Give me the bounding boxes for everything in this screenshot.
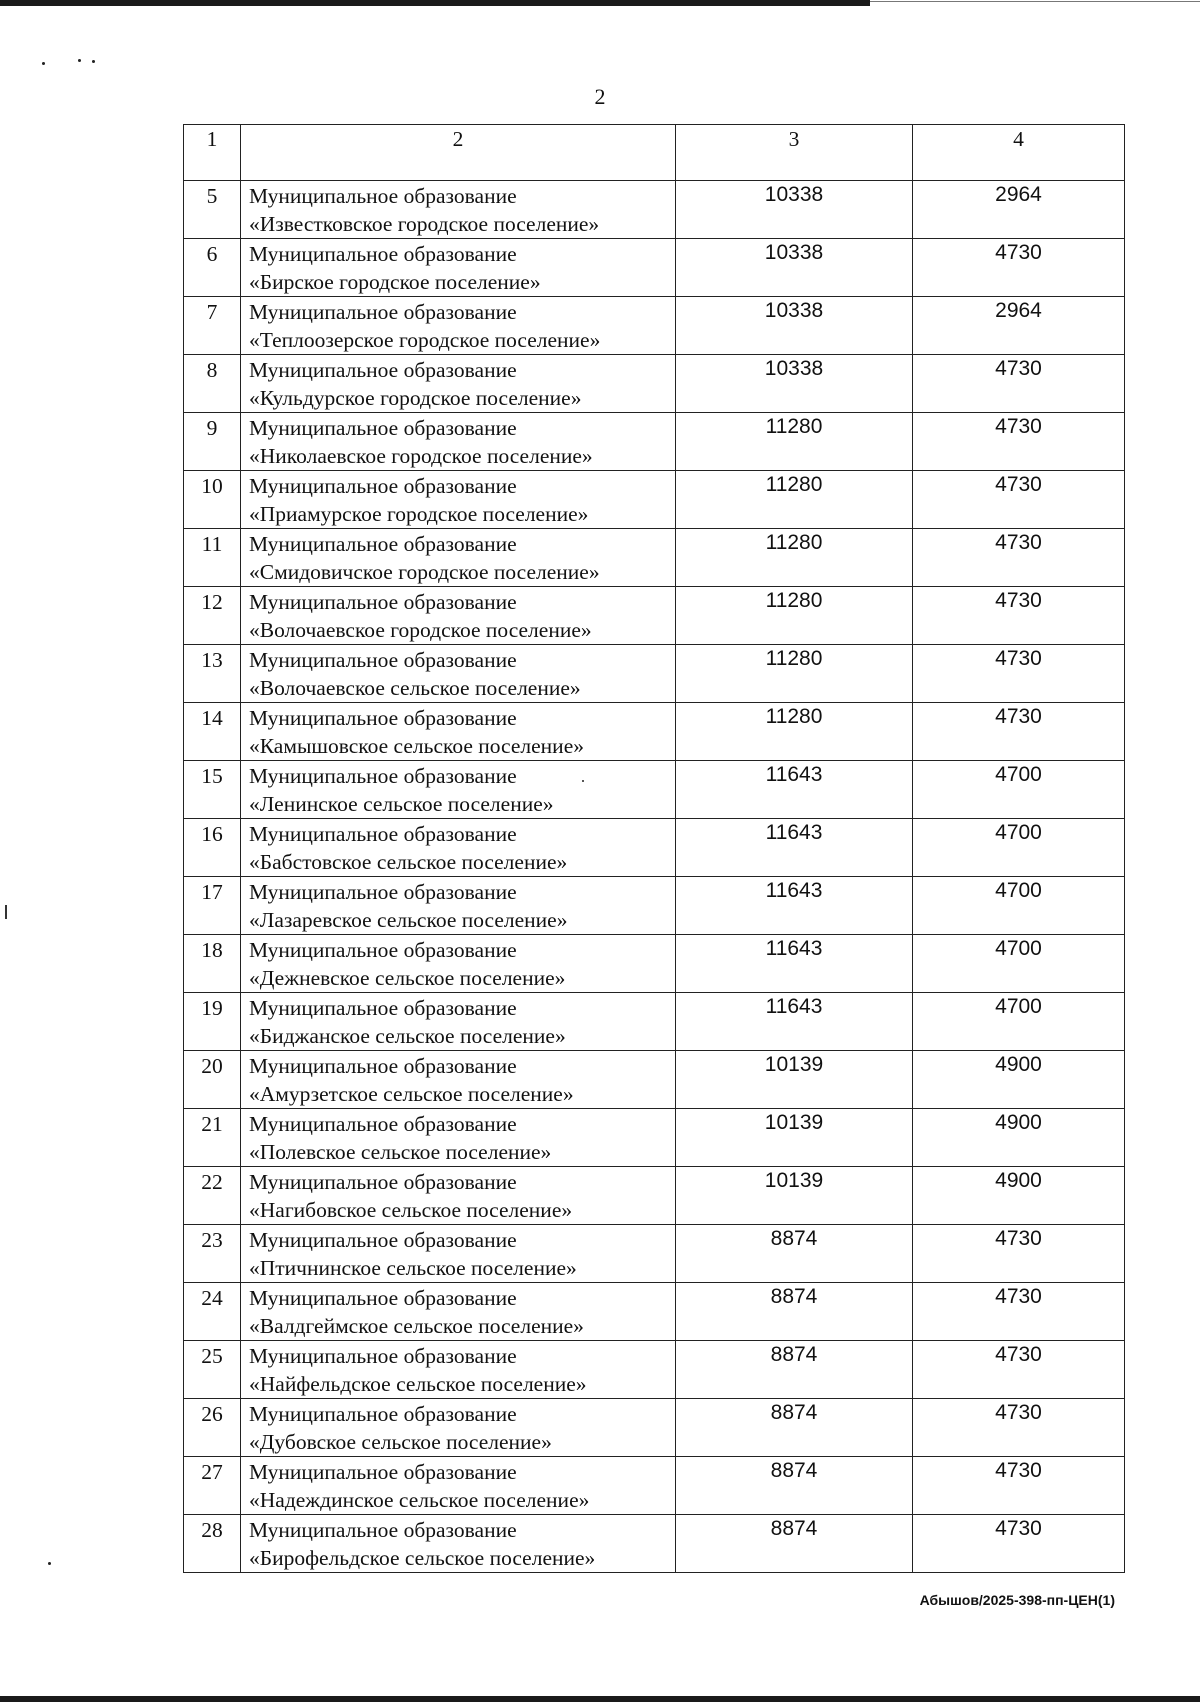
municipality-name-cell — [241, 645, 676, 703]
column-4-value-cell: 4700 — [913, 761, 1125, 819]
column-3-value-cell: 11280 — [676, 529, 913, 587]
column-3-value-cell: 8874 — [676, 1341, 913, 1399]
column-3-value-cell: 10139 — [676, 1109, 913, 1167]
municipality-name-text: «Кульдурское городское поселение» — [249, 386, 582, 410]
row-number-cell: 14 — [184, 703, 241, 761]
municipality-name-cell — [241, 1399, 676, 1457]
column-4-value-cell: 4700 — [913, 935, 1125, 993]
table-row — [184, 471, 1125, 529]
column-4-value-cell: 4730 — [913, 703, 1125, 761]
row-number-cell: 5 — [184, 181, 241, 239]
municipality-name-cell — [241, 877, 676, 935]
table-row — [184, 587, 1125, 645]
column-4-value-cell: 4730 — [913, 1399, 1125, 1457]
municipality-name-cell — [241, 181, 676, 239]
row-number-cell: 22 — [184, 1167, 241, 1225]
column-3-value-cell: 11280 — [676, 587, 913, 645]
municipality-name-cell — [241, 1341, 676, 1399]
municipality-name-text: «Полевское сельское поселение» — [249, 1140, 552, 1164]
municipality-name-text: «Волочаевское городское поселение» — [249, 618, 592, 642]
column-4-value-cell: 4730 — [913, 413, 1125, 471]
table-row — [184, 1399, 1125, 1457]
row-number-cell: 12 — [184, 587, 241, 645]
column-3-value-cell: 10139 — [676, 1051, 913, 1109]
table-row — [184, 761, 1125, 819]
municipality-name-text: «Ленинское сельское поселение» — [249, 792, 554, 816]
table-row — [184, 1283, 1125, 1341]
column-4-value-cell: 4700 — [913, 819, 1125, 877]
column-3-value-cell: 8874 — [676, 1457, 913, 1515]
table-row — [184, 877, 1125, 935]
table-row — [184, 239, 1125, 297]
table-header-row — [184, 125, 1125, 181]
column-3-value-cell: 8874 — [676, 1225, 913, 1283]
municipality-name-text: «Надеждинское сельское поселение» — [249, 1488, 590, 1512]
row-number-cell: 23 — [184, 1225, 241, 1283]
column-3-value-cell: 8874 — [676, 1283, 913, 1341]
scan-speck — [78, 59, 81, 62]
municipality-name-cell — [241, 529, 676, 587]
municipality-name-text: «Камышовское сельское поселение» — [249, 734, 584, 758]
municipality-name-cell — [241, 935, 676, 993]
scan-edge-bottom — [0, 1696, 1200, 1702]
municipality-name-text: «Найфельдское сельское поселение» — [249, 1372, 587, 1396]
municipality-name-cell — [241, 239, 676, 297]
municipality-name-cell — [241, 355, 676, 413]
column-3-value-cell: 11280 — [676, 471, 913, 529]
column-4-value-cell: 4730 — [913, 1225, 1125, 1283]
row-number-cell: 9 — [184, 413, 241, 471]
municipality-type-text: Муниципальное образование — [249, 938, 517, 962]
row-number-cell: 28 — [184, 1515, 241, 1573]
municipality-name-text: «Бирофельдское сельское поселение» — [249, 1546, 596, 1570]
table-row — [184, 1341, 1125, 1399]
table-row — [184, 413, 1125, 471]
row-number-cell: 19 — [184, 993, 241, 1051]
municipality-name-text: «Птичнинское сельское поселение» — [249, 1256, 577, 1280]
table-row — [184, 935, 1125, 993]
table-row — [184, 529, 1125, 587]
table-body — [184, 125, 1125, 1573]
table-row — [184, 1167, 1125, 1225]
price-table — [183, 124, 1125, 1573]
municipality-type-text: Муниципальное образование — [249, 822, 517, 846]
municipality-type-text: Муниципальное образование — [249, 590, 517, 614]
page-number: 2 — [594, 84, 606, 109]
municipality-name-text: «Волочаевское сельское поселение» — [249, 676, 581, 700]
municipality-type-text: Муниципальное образование — [249, 880, 517, 904]
column-4-value-cell: 4700 — [913, 877, 1125, 935]
municipality-name-text: «Дубовское сельское поселение» — [249, 1430, 552, 1454]
header-cell-3: 3 — [676, 125, 913, 181]
municipality-name-cell — [241, 587, 676, 645]
municipality-name-text: «Лазаревское сельское поселение» — [249, 908, 568, 932]
municipality-type-text: Муниципальное образование — [249, 764, 517, 788]
column-4-value-cell: 4730 — [913, 645, 1125, 703]
municipality-name-text: «Бабстовское сельское поселение» — [249, 850, 568, 874]
table-row — [184, 819, 1125, 877]
column-3-value-cell: 11643 — [676, 819, 913, 877]
municipality-type-text: Муниципальное образование — [249, 300, 517, 324]
municipality-name-cell — [241, 761, 676, 819]
municipality-name-cell — [241, 1283, 676, 1341]
column-4-value-cell: 4730 — [913, 239, 1125, 297]
municipality-type-text: Муниципальное образование — [249, 532, 517, 556]
municipality-name-text: «Амурзетское сельское поселение» — [249, 1082, 574, 1106]
scan-edge-top-thin — [870, 1, 1200, 2]
row-number-cell: 15 — [184, 761, 241, 819]
column-4-value-cell: 4730 — [913, 1341, 1125, 1399]
column-4-value-cell: 4900 — [913, 1109, 1125, 1167]
row-number-cell: 13 — [184, 645, 241, 703]
municipality-name-text: «Бирское городское поселение» — [249, 270, 541, 294]
municipality-type-text: Муниципальное образование — [249, 474, 517, 498]
row-number-cell: 25 — [184, 1341, 241, 1399]
municipality-name-text: «Биджанское сельское поселение» — [249, 1024, 566, 1048]
row-number-cell: 18 — [184, 935, 241, 993]
row-number-cell: 8 — [184, 355, 241, 413]
municipality-type-text: Муниципальное образование — [249, 1054, 517, 1078]
municipality-name-text: «Нагибовское сельское поселение» — [249, 1198, 573, 1222]
column-4-value-cell: 4730 — [913, 1515, 1125, 1573]
row-number-cell: 11 — [184, 529, 241, 587]
column-3-value-cell: 10139 — [676, 1167, 913, 1225]
row-number-cell: 24 — [184, 1283, 241, 1341]
column-4-value-cell: 4730 — [913, 1457, 1125, 1515]
municipality-name-text: «Теплоозерское городское поселение» — [249, 328, 601, 352]
column-4-value-cell: 2964 — [913, 181, 1125, 239]
column-4-value-cell: 4730 — [913, 355, 1125, 413]
municipality-name-text: «Приамурское городское поселение» — [249, 502, 589, 526]
row-number-cell: 16 — [184, 819, 241, 877]
municipality-name-cell — [241, 1457, 676, 1515]
municipality-type-text: Муниципальное образование — [249, 184, 517, 208]
row-number-cell: 20 — [184, 1051, 241, 1109]
municipality-name-text: «Валдгеймское сельское поселение» — [249, 1314, 584, 1338]
municipality-type-text: Муниципальное образование — [249, 648, 517, 672]
column-3-value-cell: 10338 — [676, 239, 913, 297]
municipality-type-text: Муниципальное образование — [249, 242, 517, 266]
municipality-name-cell — [241, 1109, 676, 1167]
municipality-name-cell — [241, 297, 676, 355]
column-3-value-cell: 10338 — [676, 297, 913, 355]
column-3-value-cell: 11643 — [676, 993, 913, 1051]
table-row — [184, 993, 1125, 1051]
municipality-name-cell — [241, 1051, 676, 1109]
municipality-name-cell — [241, 471, 676, 529]
table-row — [184, 1457, 1125, 1515]
column-3-value-cell: 10338 — [676, 355, 913, 413]
header-cell-2: 2 — [241, 125, 676, 181]
municipality-name-text: «Дежневское сельское поселение» — [249, 966, 566, 990]
municipality-type-text: Муниципальное образование — [249, 996, 517, 1020]
column-4-value-cell: 4730 — [913, 471, 1125, 529]
column-3-value-cell: 11280 — [676, 413, 913, 471]
table-row — [184, 181, 1125, 239]
municipality-type-text: Муниципальное образование — [249, 1170, 517, 1194]
table-row — [184, 1051, 1125, 1109]
municipality-name-cell — [241, 993, 676, 1051]
row-number-cell: 10 — [184, 471, 241, 529]
table-row — [184, 355, 1125, 413]
column-3-value-cell: 8874 — [676, 1399, 913, 1457]
municipality-name-cell — [241, 1515, 676, 1573]
row-number-cell: 21 — [184, 1109, 241, 1167]
row-number-cell: 7 — [184, 297, 241, 355]
column-3-value-cell: 11280 — [676, 645, 913, 703]
row-number-cell: 6 — [184, 239, 241, 297]
table-row — [184, 645, 1125, 703]
municipality-type-text: Муниципальное образование — [249, 416, 517, 440]
municipality-type-text: Муниципальное образование — [249, 358, 517, 382]
table-row — [184, 1225, 1125, 1283]
column-4-value-cell: 4730 — [913, 587, 1125, 645]
table-row — [184, 703, 1125, 761]
scan-speck — [92, 60, 95, 63]
column-3-value-cell: 8874 — [676, 1515, 913, 1573]
municipality-name-text: «Смидовичское городское поселение» — [249, 560, 600, 584]
column-3-value-cell: 11643 — [676, 877, 913, 935]
header-cell-1: 1 — [184, 125, 241, 181]
column-4-value-cell: 4730 — [913, 529, 1125, 587]
municipality-type-text: Муниципальное образование — [249, 1228, 517, 1252]
column-4-value-cell: 4900 — [913, 1167, 1125, 1225]
column-3-value-cell: 11643 — [676, 935, 913, 993]
scan-speck — [42, 62, 45, 65]
municipality-name-cell — [241, 413, 676, 471]
municipality-name-cell — [241, 703, 676, 761]
municipality-name-cell — [241, 1167, 676, 1225]
municipality-type-text: Муниципальное образование — [249, 706, 517, 730]
column-4-value-cell: 4730 — [913, 1283, 1125, 1341]
table-row — [184, 297, 1125, 355]
scan-edge-top — [0, 0, 870, 6]
municipality-type-text: Муниципальное образование — [249, 1112, 517, 1136]
municipality-type-text: Муниципальное образование — [249, 1286, 517, 1310]
column-4-value-cell: 2964 — [913, 297, 1125, 355]
row-number-cell: 26 — [184, 1399, 241, 1457]
table-row — [184, 1109, 1125, 1167]
table-row — [184, 1515, 1125, 1573]
municipality-name-cell — [241, 1225, 676, 1283]
municipality-type-text: Муниципальное образование — [249, 1460, 517, 1484]
municipality-type-text: Муниципальное образование — [249, 1402, 517, 1426]
municipality-name-text: «Известковское городское поселение» — [249, 212, 600, 236]
column-4-value-cell: 4700 — [913, 993, 1125, 1051]
column-3-value-cell: 11643 — [676, 761, 913, 819]
row-number-cell: 17 — [184, 877, 241, 935]
municipality-name-cell — [241, 819, 676, 877]
document-code: Абышов/2025-398-пп-ЦЕН(1) — [919, 1592, 1115, 1608]
municipality-type-text: Муниципальное образование — [249, 1518, 517, 1542]
header-cell-4: 4 — [913, 125, 1125, 181]
scan-edge-left — [5, 905, 7, 919]
scan-speck — [48, 1562, 51, 1565]
column-3-value-cell: 10338 — [676, 181, 913, 239]
column-3-value-cell: 11280 — [676, 703, 913, 761]
municipality-name-text: «Николаевское городское поселение» — [249, 444, 593, 468]
municipality-type-text: Муниципальное образование — [249, 1344, 517, 1368]
row-number-cell: 27 — [184, 1457, 241, 1515]
column-4-value-cell: 4900 — [913, 1051, 1125, 1109]
